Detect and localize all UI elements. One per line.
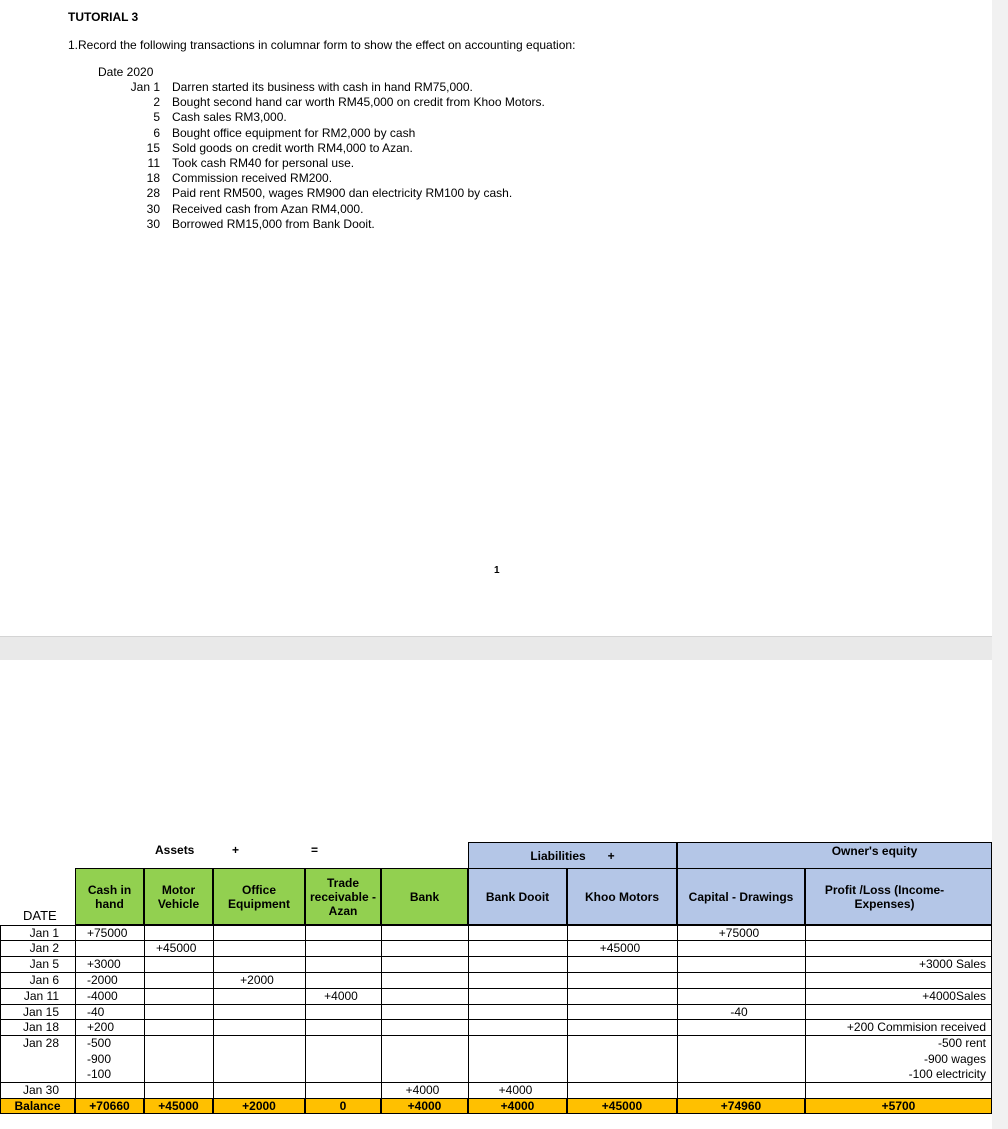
transaction-description: Commission received RM200. xyxy=(172,171,333,186)
balance-office: +2000 xyxy=(213,1098,305,1114)
transaction-day: 28 xyxy=(146,186,160,201)
balance-trade: 0 xyxy=(305,1098,381,1114)
transaction-description: Took cash RM40 for personal use. xyxy=(172,155,355,170)
date-column-header: DATE xyxy=(23,908,57,923)
transaction-description: Sold goods on credit worth RM4,000 to Azan. xyxy=(172,140,413,155)
balance-capital: +74960 xyxy=(677,1098,805,1114)
transaction-item xyxy=(100,95,545,110)
plus-sign: + xyxy=(232,843,240,857)
page-separator xyxy=(0,636,992,661)
balance-cash: +70660 xyxy=(75,1098,144,1114)
cash-cell: +3000 xyxy=(87,957,121,971)
page-title: TUTORIAL 3 xyxy=(68,10,139,24)
balance-khoo: +45000 xyxy=(567,1098,677,1114)
page-number: 1 xyxy=(494,565,500,576)
owners-equity-label: Owner's equity xyxy=(831,844,918,858)
office-column-header: Office Equipment xyxy=(213,868,305,925)
cash-cell: +200 xyxy=(87,1020,115,1034)
transaction-day: 6 xyxy=(153,125,160,140)
profit-column-header: Profit /Loss (Income-Expenses) xyxy=(805,868,992,925)
bank-cell: +4000 xyxy=(405,1083,440,1097)
transaction-description: Bought second hand car worth RM45,000 on credit from Khoo Motors. xyxy=(172,95,545,110)
transaction-day: 15 xyxy=(146,140,160,155)
transaction-list xyxy=(100,80,545,232)
grid-line xyxy=(567,925,568,1098)
date-cell: Jan 28 xyxy=(22,1036,59,1050)
date-cell: Jan 18 xyxy=(22,1020,59,1034)
date-cell: Jan 2 xyxy=(29,941,59,955)
transaction-description: Cash sales RM3,000. xyxy=(172,110,287,125)
grid-line xyxy=(0,1004,992,1005)
cash-cell: +75000 xyxy=(87,926,128,940)
motor-cell: +45000 xyxy=(156,941,197,955)
bankdooit-column-header: Bank Dooit xyxy=(468,868,567,925)
transaction-item xyxy=(100,156,545,171)
transaction-item xyxy=(100,141,545,156)
profit-cell: +4000Sales xyxy=(922,989,986,1003)
bankdooit-cell: +4000 xyxy=(498,1083,533,1097)
liabilities-label: Liabilities xyxy=(530,848,586,863)
office-cell: +2000 xyxy=(240,973,274,987)
transaction-item xyxy=(100,80,545,95)
transaction-day: 5 xyxy=(153,110,160,125)
profit-cell: -900 wages xyxy=(923,1052,986,1066)
cash-cell: -500 xyxy=(87,1036,112,1050)
capital-cell: -40 xyxy=(730,1005,748,1019)
trade-cell: +4000 xyxy=(324,989,358,1003)
transaction-description: Paid rent RM500, wages RM900 dan electricity RM100 by cash. xyxy=(172,186,513,201)
balance-bankdooit: +4000 xyxy=(468,1098,567,1114)
khoo-column-header: Khoo Motors xyxy=(567,868,677,925)
khoo-cell: +45000 xyxy=(599,941,641,955)
profit-cell: +200 Commision received xyxy=(846,1020,986,1034)
profit-cell: -500 rent xyxy=(937,1036,986,1050)
assets-group-label: Assets xyxy=(155,843,195,857)
date-cell: Jan 5 xyxy=(29,957,59,971)
cash-cell: -900 xyxy=(87,1052,112,1066)
profit-cell: +3000 Sales xyxy=(918,957,986,971)
balance-label: Balance xyxy=(0,1098,75,1114)
instruction-text: 1.Record the following transactions in columnar form to show the effect on accounting equation: xyxy=(68,38,576,52)
capital-column-header: Capital - Drawings xyxy=(677,868,805,925)
transaction-item xyxy=(100,110,545,125)
transaction-item xyxy=(100,186,545,201)
capital-cell: +75000 xyxy=(718,926,760,940)
grid-line xyxy=(468,925,469,1098)
date-cell: Jan 11 xyxy=(23,989,59,1003)
motor-column-header: Motor Vehicle xyxy=(144,868,213,925)
transaction-description: Darren started its business with cash in hand RM75,000. xyxy=(172,80,473,94)
balance-motor: +45000 xyxy=(144,1098,213,1114)
scrollbar[interactable] xyxy=(992,0,1008,1129)
date-cell: Jan 15 xyxy=(22,1005,59,1019)
grid-line xyxy=(0,972,992,973)
profit-cell: -100 electricity xyxy=(908,1067,986,1081)
transaction-day: 18 xyxy=(146,171,160,186)
grid-line xyxy=(305,925,306,1098)
grid-line xyxy=(75,925,76,1098)
grid-line xyxy=(0,925,992,926)
transaction-description: Received cash from Azan RM4,000. xyxy=(172,201,364,216)
date-cell: Jan 1 xyxy=(29,926,59,940)
transaction-description: Bought office equipment for RM2,000 by cash xyxy=(172,125,416,140)
date-cell: Jan 6 xyxy=(29,973,59,987)
grid-line xyxy=(677,925,678,1098)
plus-sign: + xyxy=(607,848,615,863)
transaction-item xyxy=(100,126,545,141)
date-cell: Jan 30 xyxy=(22,1083,59,1097)
trade-column-header: Trade receivable -Azan xyxy=(305,868,381,925)
cash-column-header: Cash in hand xyxy=(75,868,144,925)
owners-equity-group-header xyxy=(677,842,992,869)
transaction-day: 30 xyxy=(146,216,160,231)
transaction-item xyxy=(100,171,545,186)
grid-line xyxy=(991,925,992,1098)
cash-cell: -2000 xyxy=(87,973,118,987)
transaction-day: 2 xyxy=(153,95,160,110)
balance-profit: +5700 xyxy=(805,1098,992,1114)
balance-bank: +4000 xyxy=(381,1098,468,1114)
transaction-day: Jan 1 xyxy=(130,80,160,94)
transaction-item xyxy=(100,202,545,217)
cash-cell: -100 xyxy=(87,1067,112,1081)
transaction-item xyxy=(100,217,545,232)
transaction-day: 11 xyxy=(147,155,160,170)
equals-sign: = xyxy=(311,843,319,857)
bank-column-header: Bank xyxy=(381,868,468,925)
transaction-day: 30 xyxy=(146,201,160,216)
cash-cell: -40 xyxy=(87,1005,105,1019)
liabilities-group-header xyxy=(468,842,677,869)
grid-line xyxy=(381,925,382,1098)
grid-line xyxy=(805,925,806,1098)
date-label: Date 2020 xyxy=(98,65,154,79)
cash-cell: -4000 xyxy=(87,989,118,1003)
transaction-description: Borrowed RM15,000 from Bank Dooit. xyxy=(172,216,375,231)
